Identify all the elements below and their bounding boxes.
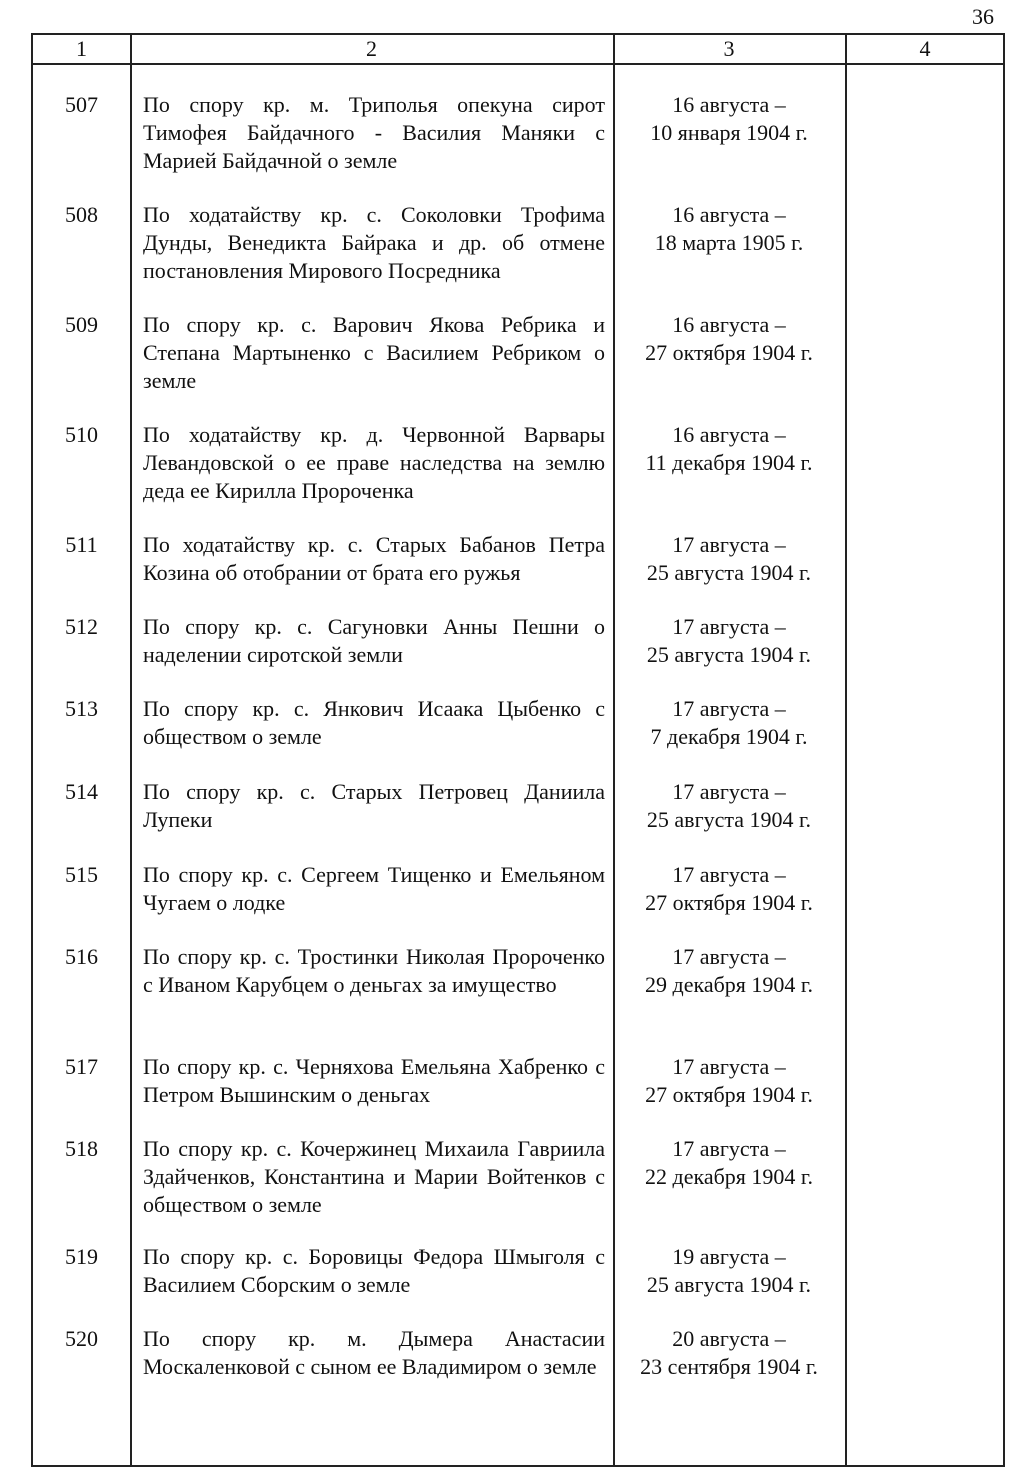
page-number: 36 bbox=[972, 4, 994, 29]
column-divider bbox=[845, 35, 847, 1465]
date-end: 27 октября 1904 г. bbox=[645, 1082, 813, 1107]
case-number: 507 bbox=[65, 92, 98, 117]
date-end: 25 августа 1904 г. bbox=[646, 1272, 812, 1297]
date-start: 16 августа – bbox=[672, 202, 786, 227]
case-description: По ходатайству кр. д. Червонной Варвары Левандовской о ее праве наследства на землю деда ее Кирилла Пророченка bbox=[143, 422, 605, 503]
date-end: 11 декабря 1904 г. bbox=[645, 450, 813, 475]
case-number: 513 bbox=[65, 696, 98, 721]
date-start: 16 августа – bbox=[672, 312, 786, 337]
column-divider bbox=[130, 35, 132, 1465]
date-end: 25 августа 1904 г. bbox=[646, 807, 812, 832]
case-description: По спору кр. с. Янкович Исаака Цыбенко с обществом о земле bbox=[143, 696, 605, 749]
case-description: По спору кр. с. Боровицы Федора Шмыголя с Василием Сборским о земле bbox=[143, 1244, 605, 1297]
case-dates bbox=[613, 1243, 845, 1299]
case-number: 514 bbox=[65, 779, 98, 804]
date-start: 20 августа – bbox=[672, 1326, 786, 1351]
case-description: По спору кр. с. Черняхова Емельяна Хабренко с Петром Вышинским о деньгах bbox=[143, 1054, 605, 1107]
case-description: По спору кр. с. Кочержинец Михаила Гавриила Здайченков, Константина и Марии Войтенков с обществом о земле bbox=[143, 1136, 605, 1217]
column-header-1: 1 bbox=[76, 36, 87, 61]
case-dates bbox=[613, 943, 845, 999]
date-start: 17 августа – bbox=[672, 944, 786, 969]
date-end: 27 октября 1904 г. bbox=[645, 340, 813, 365]
case-dates bbox=[613, 613, 845, 669]
case-number: 515 bbox=[65, 862, 98, 887]
date-end: 10 января 1904 г. bbox=[650, 120, 808, 145]
case-number: 511 bbox=[65, 532, 98, 557]
case-description: По спору кр. м. Дымера Анастасии Москаленковой с сыном ее Владимиром о земле bbox=[143, 1326, 605, 1379]
case-description: По спору кр. с. Старых Петровец Даниила Лупеки bbox=[143, 779, 605, 832]
header-divider bbox=[33, 63, 1003, 65]
date-start: 16 августа – bbox=[672, 92, 786, 117]
case-description: По ходатайству кр. с. Соколовки Трофима Дунды, Венедикта Байрака и др. об отмене постановления Мирового Посредника bbox=[143, 202, 605, 283]
case-number: 519 bbox=[65, 1244, 98, 1269]
case-number: 518 bbox=[65, 1136, 98, 1161]
column-header-3: 3 bbox=[723, 36, 735, 61]
date-start: 17 августа – bbox=[672, 532, 786, 557]
date-start: 17 августа – bbox=[672, 1054, 786, 1079]
case-description: По спору кр. с. Сергеем Тищенко и Емельяном Чугаем о лодке bbox=[143, 862, 605, 915]
date-start: 19 августа – bbox=[672, 1244, 786, 1269]
date-end: 27 октября 1904 г. bbox=[645, 890, 813, 915]
date-start: 16 августа – bbox=[672, 422, 786, 447]
date-end: 7 декабря 1904 г. bbox=[650, 724, 808, 749]
case-dates bbox=[613, 1325, 845, 1381]
column-header-4: 4 bbox=[919, 36, 931, 61]
case-dates bbox=[613, 531, 845, 587]
case-number: 508 bbox=[65, 202, 98, 227]
case-number: 517 bbox=[65, 1054, 98, 1079]
date-end: 25 августа 1904 г. bbox=[646, 642, 812, 667]
case-dates bbox=[613, 91, 845, 147]
date-start: 17 августа – bbox=[672, 1136, 786, 1161]
date-end: 25 августа 1904 г. bbox=[646, 560, 812, 585]
date-end: 18 марта 1905 г. bbox=[654, 230, 804, 255]
case-dates bbox=[613, 1053, 845, 1109]
case-description: По ходатайству кр. с. Старых Бабанов Петра Козина об отобрании от брата его ружья bbox=[143, 532, 605, 585]
date-start: 17 августа – bbox=[672, 696, 786, 721]
case-number: 512 bbox=[65, 614, 98, 639]
case-dates bbox=[613, 778, 845, 834]
case-number: 520 bbox=[65, 1326, 98, 1351]
case-dates bbox=[613, 695, 845, 751]
case-number: 510 bbox=[65, 422, 98, 447]
register-table bbox=[31, 33, 1005, 1467]
date-end: 22 декабря 1904 г. bbox=[645, 1164, 813, 1189]
case-dates bbox=[613, 861, 845, 917]
case-number: 509 bbox=[65, 312, 98, 337]
case-description: По спору кр. с. Варович Якова Ребрика и Степана Мартыненко с Василием Ребриком о земле bbox=[143, 312, 605, 393]
date-end: 29 декабря 1904 г. bbox=[645, 972, 813, 997]
case-description: По спору кр. с. Сагуновки Анны Пешни о наделении сиротской земли bbox=[143, 614, 605, 667]
date-start: 17 августа – bbox=[672, 862, 786, 887]
date-start: 17 августа – bbox=[672, 614, 786, 639]
case-dates bbox=[613, 1135, 845, 1191]
case-description: По спору кр. с. Тростинки Николая Пророченко с Иваном Карубцем о деньгах за имущество bbox=[143, 944, 605, 997]
date-end: 23 сентября 1904 г. bbox=[640, 1354, 818, 1379]
case-description: По спору кр. м. Триполья опекуна сирот Тимофея Байдачного - Василия Маняки с Марией Байдачной о земле bbox=[143, 92, 605, 173]
date-start: 17 августа – bbox=[672, 779, 786, 804]
column-header-2: 2 bbox=[366, 36, 377, 61]
case-dates bbox=[613, 201, 845, 257]
case-number: 516 bbox=[65, 944, 98, 969]
case-dates bbox=[613, 311, 845, 367]
case-dates bbox=[613, 421, 845, 477]
